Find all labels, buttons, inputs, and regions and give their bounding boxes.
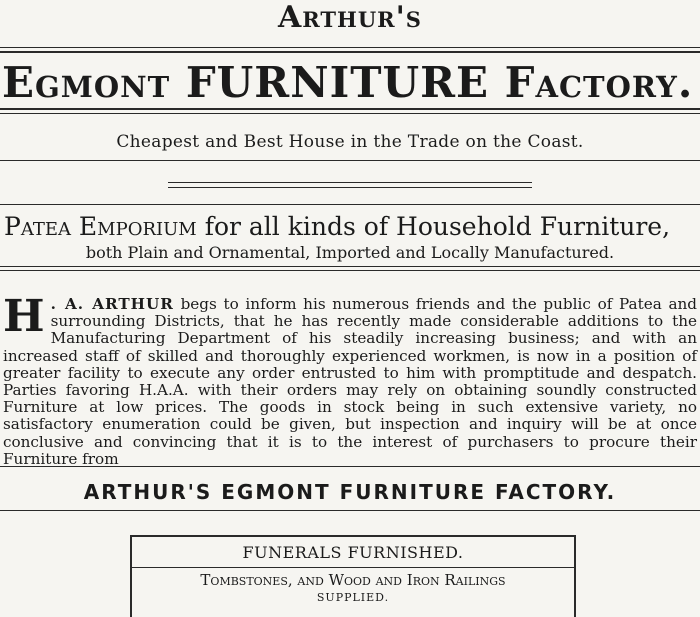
tagline: Cheapest and Best House in the Trade on the Coast. [116, 132, 584, 152]
drop-cap: H [3, 291, 45, 342]
emporium-title [4, 212, 700, 241]
proprietor-name: . A. ARTHUR [50, 295, 174, 313]
divider-short [168, 182, 532, 183]
bottom-banner: ARTHUR'S EGMONT FURNITURE FACTORY. [83, 480, 617, 504]
divider [0, 113, 700, 114]
divider [0, 47, 700, 48]
divider [0, 51, 700, 53]
tombstones-line: Tombstones, and Wood and Iron Railings [200, 571, 506, 589]
divider-short [168, 187, 532, 188]
box-divider [132, 567, 574, 568]
notice-text: begs to inform his numerous friends and the public of Patea and surrounding Districts, that he has recently made considerable additions to the Manufacturing Department of his steadily increasing business; and with an increased staff of skilled and thoroughly experienced workmen, is now in a position of greater facility to execute any order entrusted to him with promptitude and despatch. Parties favoring H.A.A. with their orders may rely on obtaining soundly constructed Furniture at low prices. The goods in stock being in such extensive variety, no satisfactory enumeration could be given, but inspection and inquiry will be at once conclusive and convincing that it is to the interest of purchasers to procure their Furniture from [3, 295, 697, 468]
supplied-line: SUPPLIED. [316, 591, 390, 604]
factory-title: Egmont FURNITURE Factory. [2, 58, 694, 107]
divider [0, 160, 700, 161]
funerals-box [130, 535, 576, 617]
divider [0, 466, 700, 467]
emporium-subtitle: both Plain and Ornamental, Imported and Locally Manufactured. [85, 243, 615, 262]
divider [0, 204, 700, 205]
divider [0, 108, 700, 110]
funerals-heading: FUNERALS FURNISHED. [242, 543, 464, 562]
emporium-title-part2: for all kinds of Household Furniture, [204, 212, 671, 241]
emporium-title-part1: Patea Emporium [4, 212, 197, 241]
header-name: Arthur's [278, 0, 422, 35]
notice-body [3, 291, 697, 468]
divider [0, 510, 700, 511]
divider [0, 266, 700, 267]
divider [0, 270, 700, 271]
